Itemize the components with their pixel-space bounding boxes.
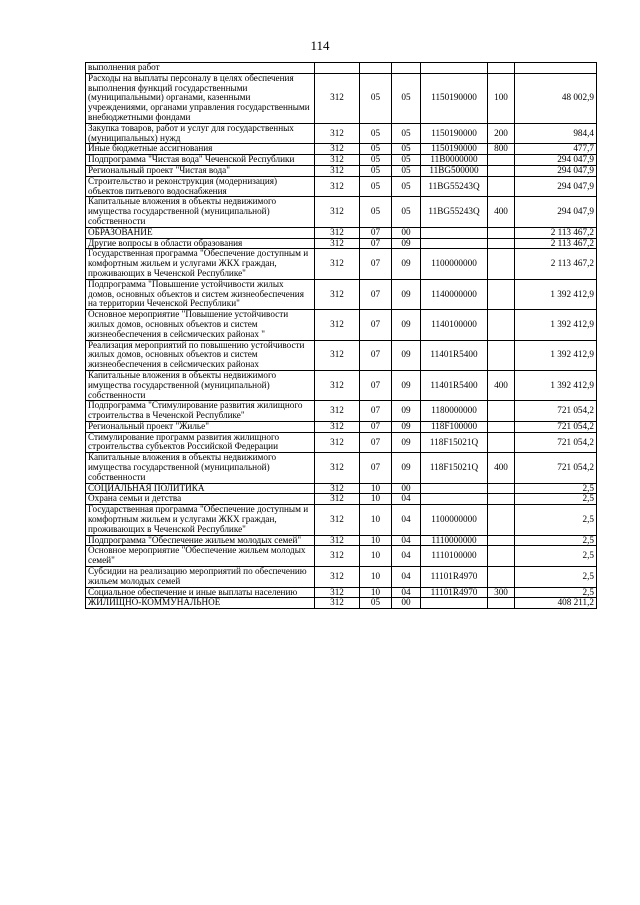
row-subsection-code-cell: 00 [392, 483, 421, 494]
row-amount-cell: 294 047,9 [515, 165, 597, 176]
row-amount-cell: 1 392 412,9 [515, 370, 597, 400]
row-subsection-code-cell: 04 [392, 567, 421, 588]
row-target-article-cell: 1110000000 [421, 535, 488, 546]
row-ved-code-cell: 312 [315, 505, 360, 535]
row-amount-cell: 721 054,2 [515, 453, 597, 483]
row-name-cell: Субсидии на реализацию мероприятий по обеспечению жильем молодых семей [86, 567, 315, 588]
row-ved-code-cell: 312 [315, 370, 360, 400]
row-ved-code-cell: 312 [315, 598, 360, 609]
table-row [86, 505, 597, 535]
row-amount-cell: 2,5 [515, 494, 597, 505]
row-target-article-cell: 118F15021Q [421, 453, 488, 483]
row-name-cell: Основное мероприятие "Повышение устойчивости жилых домов, основных объектов и систем жизнеобеспечения в сейсмических районах " [86, 310, 315, 340]
row-subsection-code-cell: 04 [392, 546, 421, 567]
row-section-code-cell: 10 [360, 587, 392, 598]
row-target-article-cell: 1150190000 [421, 144, 488, 155]
row-subsection-code-cell: 09 [392, 401, 421, 422]
row-target-article-cell [421, 63, 488, 74]
table-row [86, 546, 597, 567]
row-target-article-cell: 1100000000 [421, 505, 488, 535]
row-target-article-cell [421, 238, 488, 249]
row-name-cell: Подпрограмма "Повышение устойчивости жилых домов, основных объектов и систем жизнеобеспечения на территории Чеченской Республики" [86, 279, 315, 309]
row-expense-type-cell: 100 [488, 73, 515, 123]
row-ved-code-cell: 312 [315, 453, 360, 483]
row-section-code-cell: 07 [360, 421, 392, 432]
row-amount-cell: 2,5 [515, 535, 597, 546]
row-subsection-code-cell: 05 [392, 197, 421, 227]
row-expense-type-cell [488, 567, 515, 588]
row-ved-code-cell: 312 [315, 587, 360, 598]
table-row [86, 370, 597, 400]
table-row [86, 310, 597, 340]
row-subsection-code-cell: 09 [392, 370, 421, 400]
row-target-article-cell [421, 598, 488, 609]
row-expense-type-cell: 200 [488, 123, 515, 144]
row-subsection-code-cell: 05 [392, 73, 421, 123]
row-ved-code-cell: 312 [315, 483, 360, 494]
row-ved-code-cell: 312 [315, 155, 360, 166]
row-expense-type-cell [488, 63, 515, 74]
row-section-code-cell [360, 63, 392, 74]
row-amount-cell: 721 054,2 [515, 421, 597, 432]
row-target-article-cell: 1150190000 [421, 123, 488, 144]
row-name-cell: Социальное обеспечение и иные выплаты населению [86, 587, 315, 598]
table-row [86, 587, 597, 598]
row-ved-code-cell: 312 [315, 567, 360, 588]
row-name-cell: Региональный проект "Чистая вода" [86, 165, 315, 176]
row-expense-type-cell: 800 [488, 144, 515, 155]
row-section-code-cell: 07 [360, 249, 392, 279]
row-ved-code-cell: 312 [315, 227, 360, 238]
row-subsection-code-cell: 04 [392, 505, 421, 535]
row-amount-cell: 721 054,2 [515, 432, 597, 453]
row-ved-code-cell: 312 [315, 197, 360, 227]
row-ved-code-cell: 312 [315, 165, 360, 176]
row-ved-code-cell: 312 [315, 144, 360, 155]
row-amount-cell: 2,5 [515, 505, 597, 535]
row-amount-cell: 408 211,2 [515, 598, 597, 609]
row-expense-type-cell [488, 310, 515, 340]
row-ved-code-cell: 312 [315, 535, 360, 546]
row-ved-code-cell [315, 63, 360, 74]
table-row [86, 123, 597, 144]
row-target-article-cell: 1180000000 [421, 401, 488, 422]
row-section-code-cell: 05 [360, 123, 392, 144]
table-row [86, 494, 597, 505]
row-subsection-code-cell: 05 [392, 155, 421, 166]
row-expense-type-cell [488, 401, 515, 422]
row-name-cell: Капитальные вложения в объекты недвижимого имущества государственной (муниципальной) собственности [86, 370, 315, 400]
table-row [86, 176, 597, 197]
row-subsection-code-cell: 05 [392, 165, 421, 176]
row-expense-type-cell [488, 432, 515, 453]
row-amount-cell: 294 047,9 [515, 176, 597, 197]
row-amount-cell: 48 002,9 [515, 73, 597, 123]
row-amount-cell [515, 63, 597, 74]
row-section-code-cell: 07 [360, 279, 392, 309]
row-target-article-cell [421, 227, 488, 238]
row-subsection-code-cell: 04 [392, 535, 421, 546]
row-section-code-cell: 10 [360, 505, 392, 535]
row-amount-cell: 1 392 412,9 [515, 310, 597, 340]
table-row [86, 73, 597, 123]
table-row [86, 567, 597, 588]
row-section-code-cell: 07 [360, 453, 392, 483]
row-ved-code-cell: 312 [315, 310, 360, 340]
row-expense-type-cell [488, 238, 515, 249]
row-section-code-cell: 05 [360, 197, 392, 227]
table-row [86, 421, 597, 432]
row-ved-code-cell: 312 [315, 546, 360, 567]
row-amount-cell: 2 113 467,2 [515, 249, 597, 279]
table-row [86, 227, 597, 238]
row-name-cell: Государственная программа "Обеспечение доступным и комфортным жильем и услугами ЖКХ граждан, проживающих в Чеченской Республике" [86, 249, 315, 279]
row-ved-code-cell: 312 [315, 494, 360, 505]
row-target-article-cell [421, 483, 488, 494]
row-name-cell: ОБРАЗОВАНИЕ [86, 227, 315, 238]
row-name-cell: Государственная программа "Обеспечение доступным и комфортным жильем и услугами ЖКХ граждан, проживающих в Чеченской Республике" [86, 505, 315, 535]
row-target-article-cell: 118F15021Q [421, 432, 488, 453]
row-amount-cell: 721 054,2 [515, 401, 597, 422]
row-ved-code-cell: 312 [315, 432, 360, 453]
row-target-article-cell: 11BG55243Q [421, 176, 488, 197]
row-expense-type-cell [488, 176, 515, 197]
row-name-cell: Стимулирование программ развития жилищного строительства субъектов Российской Федерации [86, 432, 315, 453]
row-amount-cell: 2 113 467,2 [515, 238, 597, 249]
row-name-cell: Строительство и реконструкция (модернизация) объектов питьевого водоснабжения [86, 176, 315, 197]
row-ved-code-cell: 312 [315, 123, 360, 144]
row-expense-type-cell [488, 249, 515, 279]
row-subsection-code-cell: 05 [392, 144, 421, 155]
row-subsection-code-cell: 09 [392, 340, 421, 370]
row-expense-type-cell [488, 505, 515, 535]
row-name-cell: Расходы на выплаты персоналу в целях обеспечения выполнения функций государственными (муниципальными) органами, казенными учреждениями, органами управления государственными внебюджетными фондами [86, 73, 315, 123]
row-amount-cell: 477,7 [515, 144, 597, 155]
row-name-cell: СОЦИАЛЬНАЯ ПОЛИТИКА [86, 483, 315, 494]
row-subsection-code-cell: 09 [392, 421, 421, 432]
row-target-article-cell: 11BG500000 [421, 165, 488, 176]
row-ved-code-cell: 312 [315, 401, 360, 422]
table-row [86, 432, 597, 453]
table-row [86, 401, 597, 422]
row-name-cell: Подпрограмма "Обеспечение жильем молодых семей" [86, 535, 315, 546]
budget-table-body [86, 63, 597, 609]
row-subsection-code-cell: 09 [392, 238, 421, 249]
row-amount-cell: 2,5 [515, 567, 597, 588]
row-target-article-cell: 1140100000 [421, 310, 488, 340]
row-target-article-cell: 11101R4970 [421, 587, 488, 598]
row-target-article-cell [421, 494, 488, 505]
row-expense-type-cell [488, 155, 515, 166]
row-expense-type-cell [488, 227, 515, 238]
row-amount-cell: 2,5 [515, 483, 597, 494]
row-subsection-code-cell: 09 [392, 453, 421, 483]
row-name-cell: Региональный проект "Жилье" [86, 421, 315, 432]
row-subsection-code-cell: 00 [392, 227, 421, 238]
row-amount-cell: 294 047,9 [515, 155, 597, 166]
row-target-article-cell: 11401R5400 [421, 340, 488, 370]
table-row [86, 340, 597, 370]
row-name-cell: Капитальные вложения в объекты недвижимого имущества государственной (муниципальной) собственности [86, 197, 315, 227]
row-target-article-cell: 11B0000000 [421, 155, 488, 166]
row-expense-type-cell: 400 [488, 453, 515, 483]
table-row [86, 63, 597, 74]
row-amount-cell: 2 113 467,2 [515, 227, 597, 238]
row-name-cell: Реализация мероприятий по повышению устойчивости жилых домов, основных объектов и систем жизнеобеспечения в сейсмических районах [86, 340, 315, 370]
row-name-cell: Подпрограмма "Чистая вода" Чеченской Республики [86, 155, 315, 166]
row-section-code-cell: 10 [360, 494, 392, 505]
row-section-code-cell: 07 [360, 340, 392, 370]
row-expense-type-cell [488, 546, 515, 567]
row-expense-type-cell [488, 598, 515, 609]
row-expense-type-cell [488, 421, 515, 432]
row-ved-code-cell: 312 [315, 279, 360, 309]
table-row [86, 238, 597, 249]
row-name-cell: Охрана семьи и детства [86, 494, 315, 505]
row-amount-cell: 1 392 412,9 [515, 340, 597, 370]
row-expense-type-cell [488, 494, 515, 505]
row-section-code-cell: 10 [360, 567, 392, 588]
row-target-article-cell: 1110100000 [421, 546, 488, 567]
table-row [86, 155, 597, 166]
row-ved-code-cell: 312 [315, 176, 360, 197]
row-amount-cell: 1 392 412,9 [515, 279, 597, 309]
row-section-code-cell: 05 [360, 598, 392, 609]
row-section-code-cell: 05 [360, 73, 392, 123]
row-expense-type-cell [488, 483, 515, 494]
row-subsection-code-cell: 09 [392, 249, 421, 279]
row-section-code-cell: 10 [360, 535, 392, 546]
table-row [86, 598, 597, 609]
row-target-article-cell: 1150190000 [421, 73, 488, 123]
row-section-code-cell: 07 [360, 238, 392, 249]
row-expense-type-cell [488, 535, 515, 546]
row-section-code-cell: 07 [360, 310, 392, 340]
row-section-code-cell: 05 [360, 165, 392, 176]
table-row [86, 197, 597, 227]
row-section-code-cell: 10 [360, 546, 392, 567]
row-section-code-cell: 05 [360, 176, 392, 197]
table-row [86, 249, 597, 279]
row-subsection-code-cell: 05 [392, 176, 421, 197]
table-row [86, 453, 597, 483]
row-target-article-cell: 11101R4970 [421, 567, 488, 588]
row-expense-type-cell: 400 [488, 197, 515, 227]
row-section-code-cell: 05 [360, 144, 392, 155]
table-row [86, 483, 597, 494]
row-subsection-code-cell: 09 [392, 310, 421, 340]
row-target-article-cell: 1140000000 [421, 279, 488, 309]
row-expense-type-cell [488, 340, 515, 370]
row-subsection-code-cell: 09 [392, 432, 421, 453]
row-name-cell: Иные бюджетные ассигнования [86, 144, 315, 155]
row-subsection-code-cell: 09 [392, 279, 421, 309]
row-target-article-cell: 11BG55243Q [421, 197, 488, 227]
row-name-cell: Капитальные вложения в объекты недвижимого имущества государственной (муниципальной) собственности [86, 453, 315, 483]
row-expense-type-cell [488, 165, 515, 176]
row-target-article-cell: 11401R5400 [421, 370, 488, 400]
table-row [86, 165, 597, 176]
row-section-code-cell: 07 [360, 401, 392, 422]
row-ved-code-cell: 312 [315, 249, 360, 279]
page-number: 114 [310, 38, 330, 53]
table-row [86, 535, 597, 546]
row-section-code-cell: 07 [360, 432, 392, 453]
row-subsection-code-cell: 00 [392, 598, 421, 609]
row-section-code-cell: 07 [360, 227, 392, 238]
row-ved-code-cell: 312 [315, 340, 360, 370]
row-expense-type-cell [488, 279, 515, 309]
row-name-cell: выполнения работ [86, 63, 315, 74]
row-subsection-code-cell: 05 [392, 123, 421, 144]
row-amount-cell: 2,5 [515, 587, 597, 598]
row-section-code-cell: 10 [360, 483, 392, 494]
row-expense-type-cell: 300 [488, 587, 515, 598]
table-row [86, 279, 597, 309]
row-target-article-cell: 1100000000 [421, 249, 488, 279]
table-row [86, 144, 597, 155]
row-section-code-cell: 07 [360, 370, 392, 400]
row-name-cell: Подпрограмма "Стимулирование развития жилищного строительства в Чеченской Республике" [86, 401, 315, 422]
row-amount-cell: 984,4 [515, 123, 597, 144]
row-subsection-code-cell [392, 63, 421, 74]
row-name-cell: ЖИЛИЩНО-КОММУНАЛЬНОЕ [86, 598, 315, 609]
row-ved-code-cell: 312 [315, 73, 360, 123]
row-subsection-code-cell: 04 [392, 494, 421, 505]
row-section-code-cell: 05 [360, 155, 392, 166]
row-expense-type-cell: 400 [488, 370, 515, 400]
row-name-cell: Основное мероприятие "Обеспечение жильем молодых семей" [86, 546, 315, 567]
row-target-article-cell: 118F100000 [421, 421, 488, 432]
row-amount-cell: 2,5 [515, 546, 597, 567]
row-subsection-code-cell: 04 [392, 587, 421, 598]
row-ved-code-cell: 312 [315, 421, 360, 432]
budget-table [85, 62, 597, 609]
row-name-cell: Закупка товаров, работ и услуг для государственных (муниципальных) нужд [86, 123, 315, 144]
row-amount-cell: 294 047,9 [515, 197, 597, 227]
row-name-cell: Другие вопросы в области образования [86, 238, 315, 249]
row-ved-code-cell: 312 [315, 238, 360, 249]
